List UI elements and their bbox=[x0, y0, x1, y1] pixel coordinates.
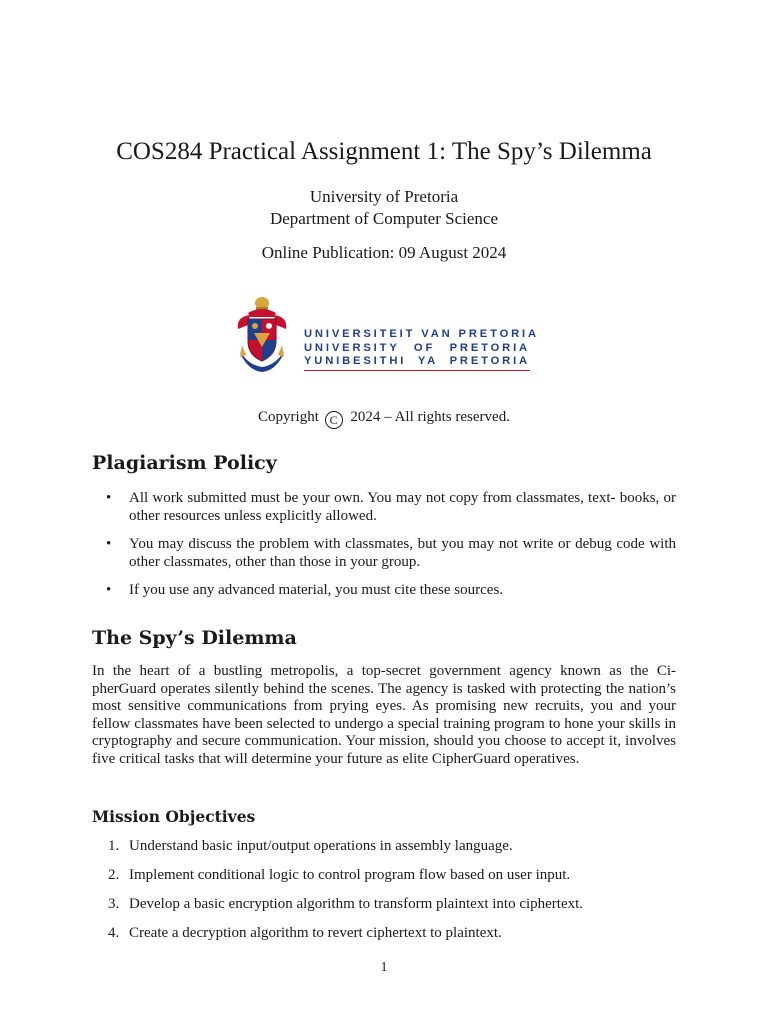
list-item bbox=[92, 536, 676, 571]
copyright-line bbox=[0, 407, 768, 429]
list-item-text: You may discuss the problem with classmates, but you may not write or debug code with other classmates, other than those in your group. bbox=[129, 536, 676, 570]
bullet-icon: • bbox=[106, 582, 112, 598]
dilemma-paragraph: In the heart of a bustling metropolis, a top-secret government agency known as the Ci- pherGuard operates silently behind the scenes. The agency is tasked with protecting the nation’s most sensitive communications from prying eyes. As promising new recruits, you and your fellow classmates have been selected to undergo a special training program to hone your skills in cryptography and secure communication. Your mission, should you choose to accept it, involves five critical tasks that will determine your future as elite CipherGuard operatives. bbox=[92, 663, 676, 767]
list-number: 3. bbox=[108, 896, 120, 912]
list-item-text: Create a decryption algorithm to revert ciphertext to plaintext. bbox=[129, 925, 502, 941]
list-item bbox=[92, 582, 676, 600]
copyright-suffix: 2024 – All rights reserved. bbox=[350, 409, 510, 425]
list-item bbox=[92, 896, 676, 914]
list-item bbox=[92, 925, 676, 943]
list-number: 2. bbox=[108, 867, 120, 883]
document-title: COS284 Practical Assignment 1: The Spy’s Dilemma bbox=[116, 138, 652, 165]
dilemma-heading: The Spy’s Dilemma bbox=[92, 627, 297, 649]
list-item-text: Implement conditional logic to control program flow based on user input. bbox=[129, 867, 571, 883]
list-number: 4. bbox=[108, 925, 120, 941]
list-item-text: Understand basic input/output operations in assembly language. bbox=[129, 838, 513, 854]
list-number: 1. bbox=[108, 838, 120, 854]
plagiarism-heading: Plagiarism Policy bbox=[92, 452, 277, 474]
university-name-sepedi: YUNIBESITHI YA PRETORIA bbox=[304, 355, 530, 371]
university-name-english: UNIVERSITY OF PRETORIA bbox=[304, 341, 530, 354]
university-logo bbox=[234, 295, 539, 375]
list-item-text: All work submitted must be your own. You may not copy from classmates, text- books, or other resources unless explicitly allowed. bbox=[129, 490, 676, 524]
bullet-icon: • bbox=[106, 536, 112, 552]
objectives-heading: Mission Objectives bbox=[92, 807, 256, 826]
copyright-icon: C bbox=[325, 411, 343, 429]
list-item bbox=[92, 490, 676, 525]
plagiarism-list bbox=[92, 490, 676, 600]
university-names bbox=[304, 328, 539, 371]
publication-date: Online Publication: 09 August 2024 bbox=[261, 243, 507, 262]
institution-name: University of Pretoria bbox=[309, 187, 459, 206]
department-name: Department of Computer Science bbox=[269, 209, 498, 228]
list-item bbox=[92, 867, 676, 885]
university-name-afrikaans: UNIVERSITEIT VAN PRETORIA bbox=[304, 328, 539, 340]
university-crest-icon bbox=[234, 295, 290, 373]
objectives-list bbox=[92, 838, 676, 943]
list-item bbox=[92, 838, 676, 856]
list-item-text: Develop a basic encryption algorithm to transform plaintext into ciphertext. bbox=[129, 896, 584, 912]
copyright-prefix: Copyright bbox=[258, 409, 319, 425]
list-item-text: If you use any advanced material, you must cite these sources. bbox=[129, 582, 504, 598]
page-number: 1 bbox=[380, 960, 388, 975]
bullet-icon: • bbox=[106, 490, 112, 506]
